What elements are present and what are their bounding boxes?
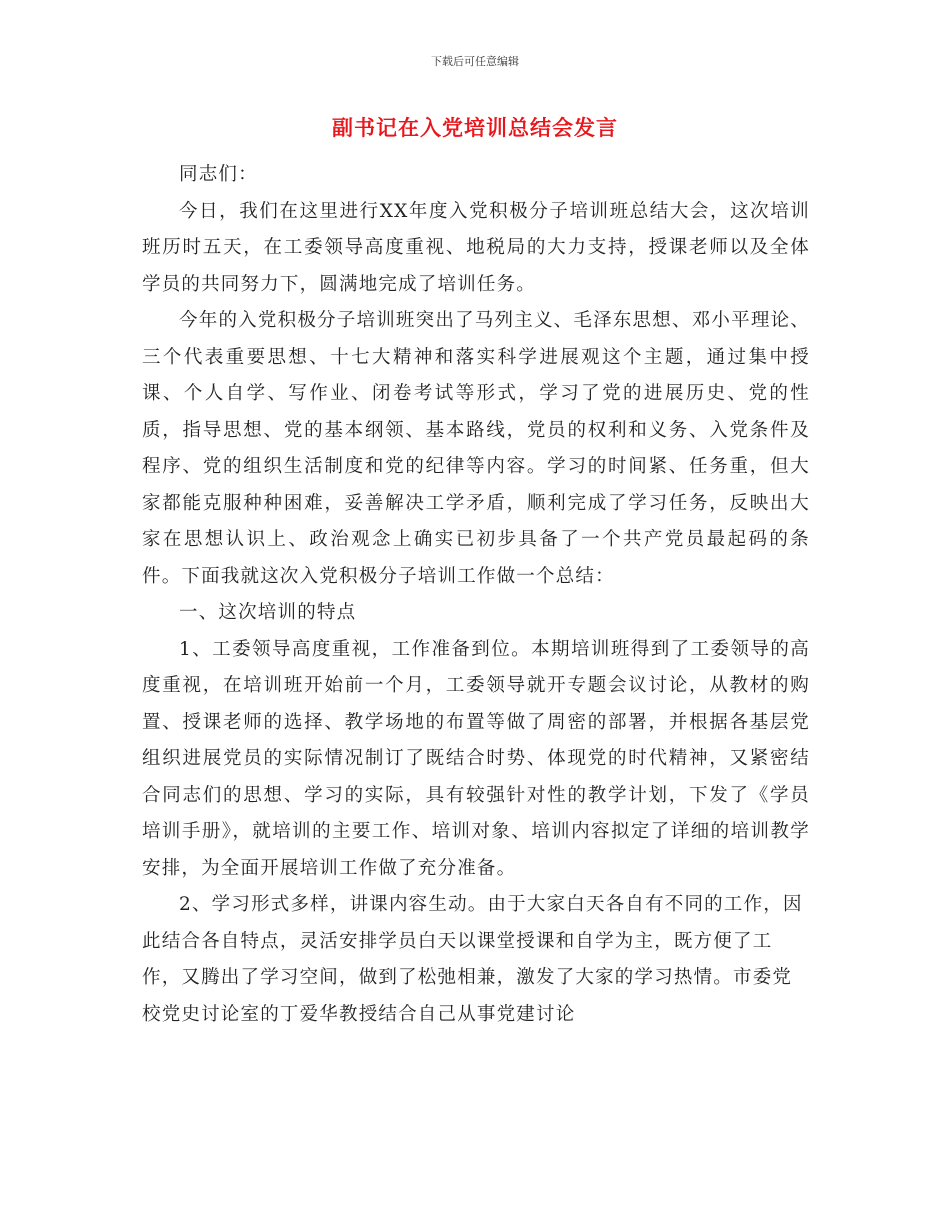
document-body [142, 157, 810, 1033]
paragraph-theme: 今年的入党积极分子培训班突出了马列主义、毛泽东思想、邓小平理论、三个代表重要思想、十七大精神和落实科学进展观这个主题，通过集中授课、个人自学、写作业、闭卷考试等形式，学习了党的进展历史、党的性质，指导思想、党的基本纲领、基本路线，党员的权利和义务、入党条件及程序、党的组织生活制度和党的纪律等内容。学习的时间紧、任务重，但大家都能克服种种困难，妥善解决工学矛盾，顺利完成了学习任务，反映出大家在思想认识上、政治观念上确实已初步具备了一个共产党员最起码的条件。下面我就这次入党积极分子培训工作做一个总结： [142, 310, 810, 587]
header-note: 下载后可任意编辑 [431, 55, 519, 68]
section-heading: 一、这次培训的特点 [179, 602, 357, 623]
greeting: 同志们： [179, 164, 258, 185]
paragraph-point-1: 1、工委领导高度重视，工作准备到位。本期培训班得到了工委领导的高度重视，在培训班开始前一个月，工委领导就开专题会议讨论，从教材的购置、授课老师的选择、教学场地的布置等做了周密的部署，并根据各基层党组织进展党员的实际情况制订了既结合时势、体现党的时代精神，又紧密结合同志们的思想、学习的实际，具有较强针对性的教学计划，下发了《学员培训手册》，就培训的主要工作、培训对象、培训内容拟定了详细的培训教学安排，为全面开展培训工作做了充分准备。 [142, 638, 810, 879]
paragraph-point-2: 2、学习形式多样，讲课内容生动。由于大家白天各自有不同的工作，因此结合各自特点，灵活安排学员白天以课堂授课和自学为主，既方便了工作，又腾出了学习空间，做到了松弛相兼，激发了大家的学习热情。市委党校党史讨论室的丁爱华教授结合自己从事党建讨论 [142, 894, 803, 1025]
paragraph-opening: 今日，我们在这里进行XX年度入党积极分子培训班总结大会，这次培训班历时五天，在工委领导高度重视、地税局的大力支持，授课老师以及全体学员的共同努力下，圆满地完成了培训任务。 [142, 200, 810, 295]
document-title: 副书记在入党培训总结会发言 [332, 115, 618, 140]
